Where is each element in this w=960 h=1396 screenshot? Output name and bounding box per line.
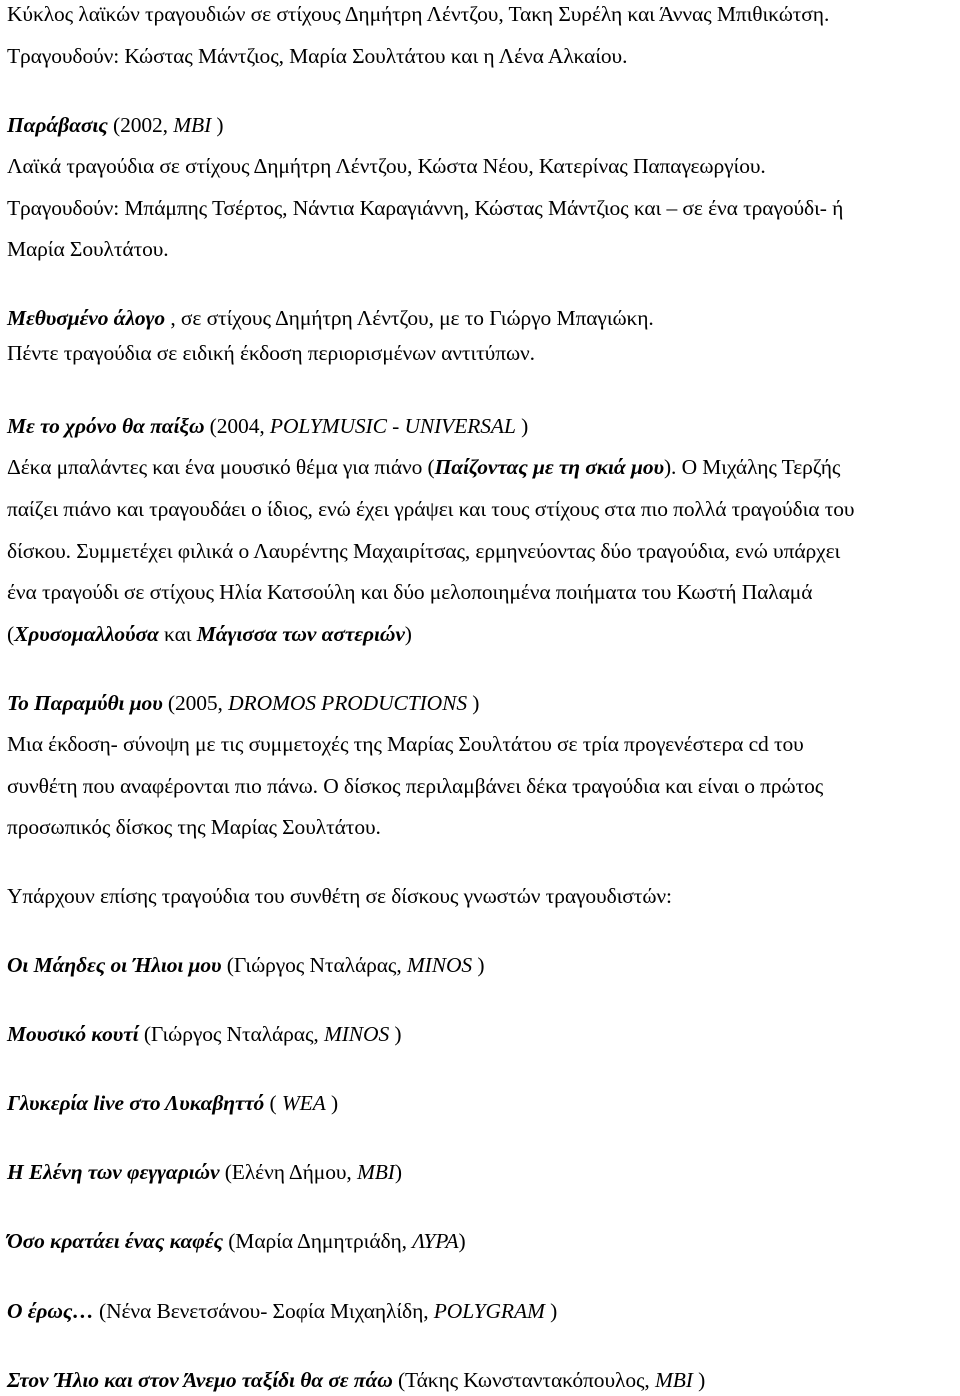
intro-line-2: Τραγουδούν: Κώστας Μάντζιος, Μαρία Σουλτάτου και η Λένα Αλκαίου.	[7, 44, 628, 68]
album-title: Παράβασις	[7, 113, 108, 137]
album-title: Με το χρόνο θα παίξω	[7, 414, 205, 438]
other-records-intro: Υπάρχουν επίσης τραγούδια του συνθέτη σε δίσκους γνωστών τραγουδιστών:	[7, 884, 672, 908]
artist: (Τάκης Κωνσταντακόπουλος,	[392, 1368, 655, 1392]
record-label: POLYMUSIC - UNIVERSAL	[269, 414, 516, 438]
album-title: Μουσικό κουτί	[7, 1022, 139, 1046]
other-record	[7, 1020, 401, 1048]
album-me-to-xrono-heading	[7, 412, 528, 440]
artist: (Μαρία Δημητριάδη,	[222, 1229, 413, 1253]
album-meta: (2002,	[107, 113, 174, 137]
album-meta: (2004,	[204, 414, 270, 438]
intro-line-1: Κύκλος λαϊκών τραγουδιών σε στίχους Δημήτρη Λέντζου, Τακη Συρέλη και Άννας Μπιθικώτση.	[7, 2, 830, 26]
album-title: Οι Μάηδες οι Ήλιοι μου	[7, 953, 222, 977]
paragraph-line	[7, 620, 412, 648]
paragraph-line: ένα τραγούδι σε στίχους Ηλία Κατσούλη και δύο μελοποιημένα ποιήματα του Κωστή Παλαμά	[7, 580, 813, 604]
other-record	[7, 1227, 466, 1255]
album-title: Στον Ήλιο και στον Άνεμο ταξίδι θα σε πάω	[7, 1368, 393, 1392]
album-paramythi-heading	[7, 689, 479, 717]
text-run: Δέκα μπαλάντες και ένα μουσικό θέμα για πιάνο (	[7, 455, 435, 479]
song-title: Χρυσομαλλούσα	[14, 622, 159, 646]
paragraph-line: Μια έκδοση- σύνοψη με τις συμμετοχές της Μαρίας Σουλτάτου σε τρία προγενέστερα cd του	[7, 732, 804, 756]
paragraph-line: συνθέτη που αναφέρονται πιο πάνω. Ο δίσκος περιλαμβάνει δέκα τραγούδια και είναι ο πρώτος	[7, 774, 824, 798]
album-title: Το Παραμύθι μου	[7, 691, 163, 715]
paragraph-line: Λαϊκά τραγούδια σε στίχους Δημήτρη Λέντζου, Κώστα Νέου, Κατερίνας Παπαγεωργίου.	[7, 154, 766, 178]
album-meta: (2005,	[162, 691, 229, 715]
album-meta: , σε στίχους Δημήτρη Λέντζου, με το Γιώργο Μπαγιώκη.	[165, 306, 654, 330]
album-title: Γλυκερία live στο Λυκαβηττό	[7, 1091, 265, 1115]
other-record	[7, 951, 484, 979]
paren-close: )	[692, 1368, 706, 1392]
record-label: POLYGRAM	[433, 1299, 545, 1323]
artist: (Ελένη Δήμου,	[219, 1160, 357, 1184]
record-label: WEA	[281, 1091, 326, 1115]
paragraph-line: προσωπικός δίσκος της Μαρίας Σουλτάτου.	[7, 815, 381, 839]
paragraph-line: δίσκου. Συμμετέχει φιλικά ο Λαυρέντης Μαχαιρίτσας, ερμηνεύοντας δύο τραγούδια, ενώ υπάρχει	[7, 539, 841, 563]
album-parabasis-heading	[7, 111, 224, 139]
paren-close: )	[394, 1160, 402, 1184]
album-meta-close: )	[467, 691, 480, 715]
paragraph-line: Πέντε τραγούδια σε ειδική έκδοση περιορισμένων αντιτύπων.	[7, 341, 535, 365]
record-label: MINOS	[323, 1022, 390, 1046]
song-title: Μάγισσα των αστεριών	[196, 622, 405, 646]
paragraph-line: Τραγουδούν: Μπάμπης Τσέρτος, Νάντια Καραγιάννη, Κώστας Μάντζιος και – σε ένα τραγούδι- ή	[7, 196, 844, 220]
paren-close: )	[472, 953, 485, 977]
paren-close: )	[544, 1299, 558, 1323]
artist: (Γιώργος Νταλάρας,	[138, 1022, 324, 1046]
album-meta-close: )	[515, 414, 529, 438]
album-title: Η Ελένη των φεγγαριών	[7, 1160, 220, 1184]
paragraph-line: Μαρία Σουλτάτου.	[7, 237, 169, 261]
text-run: )	[404, 622, 412, 646]
paren-close: )	[389, 1022, 402, 1046]
album-title: Ο έρως…	[7, 1299, 94, 1323]
album-title: Μεθυσμένο άλογο	[7, 306, 166, 330]
artist: (Νένα Βενετσάνου- Σοφία Μιχαηλίδη,	[93, 1299, 434, 1323]
record-label: DROMOS PRODUCTIONS	[228, 691, 467, 715]
other-record	[7, 1297, 557, 1325]
other-record	[7, 1158, 402, 1186]
record-label: MBI	[356, 1160, 395, 1184]
text-run: (	[7, 622, 15, 646]
paren-close: )	[458, 1229, 466, 1253]
paragraph-line: παίζει πιάνο και τραγουδάει ο ίδιος, ενώ έχει γράψει και τους στίχους στα πιο πολλά τραγούδια του	[7, 497, 855, 521]
album-methysmeno-heading	[7, 304, 654, 332]
record-label: MBI	[173, 113, 212, 137]
artist: (	[264, 1091, 282, 1115]
record-label: MINOS	[406, 953, 473, 977]
paren-close: )	[325, 1091, 339, 1115]
paragraph-line	[7, 453, 840, 481]
other-record	[7, 1089, 338, 1117]
album-title: Όσο κρατάει ένας καφές	[7, 1229, 223, 1253]
album-meta-close: )	[211, 113, 224, 137]
other-record	[7, 1366, 705, 1394]
text-run: και	[158, 622, 197, 646]
song-title: Παίζοντας με τη σκιά μου	[434, 455, 664, 479]
record-label: MBI	[654, 1368, 693, 1392]
text-run: ). Ο Μιχάλης Τερζής	[663, 455, 841, 479]
artist: (Γιώργος Νταλάρας,	[221, 953, 407, 977]
record-label: ΛΥΡΑ	[412, 1229, 459, 1253]
